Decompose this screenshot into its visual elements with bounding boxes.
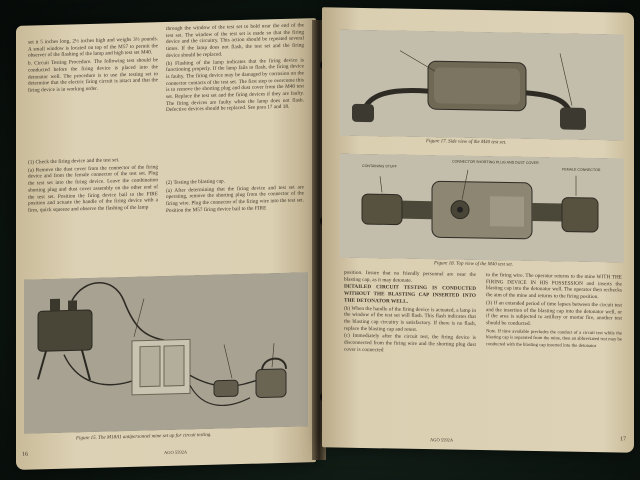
left-column-1-bottom [28, 156, 158, 271]
right-column-2 [486, 272, 622, 444]
mine-circuit-testing-photo [24, 272, 308, 433]
left-page-number: 16 [22, 451, 28, 458]
test-set-side-view-photo [340, 30, 624, 141]
left-col1b-para-1: (1) Check the firing device and the test set. [28, 157, 120, 166]
mine-setup-illustration [24, 272, 308, 433]
test-set-side-illustration [340, 30, 624, 141]
left-col2-para-1: through the window of the test set to hold near the end of the test set. The window of the test set is made so that the firing device and the circuitry. This action should be repeated several times. If the lamp does not flash, the test set and the firing device should be replaced. [166, 22, 304, 59]
left-column-1-top [28, 36, 158, 157]
right-col1-para-4: (c) Immediately after the circuit test, the firing device is disconnected from the firing wire and the shorting plug dust cover is connected [344, 332, 476, 354]
right-page-number: 17 [620, 436, 626, 443]
left-column-2-bottom [166, 176, 304, 268]
figure-18-label-3: FEMALE CONNECTOR [562, 167, 601, 173]
right-col2-para-1: to the firing wire. The operator returns to the mine WITH THE FIRING DEVICE IN HIS POSSESSION and inserts the blasting cap into the detonator well. The operator then rechecks the aim of the mine and returns to the firing position. [486, 272, 622, 301]
left-col2b-para-2: (a) After determining that the firing device and test set are operating, remove the shorting plug from the connector of the firing wire. Plug the connector of the firing wire into the test set. Position the M57 firing device bail to the FIRE [166, 184, 304, 214]
figure-17-caption: Figure 17. Side view of the M40 test set. [426, 139, 507, 146]
left-column-2-top [166, 22, 304, 176]
right-col1-warning: DETAILED CIRCUIT TESTING IS CONDUCTED WITHOUT THE BLASTING CAP INSERTED INTO THE DETONATOR WELL. [344, 284, 476, 305]
left-page-footer: AGO 5592A [164, 449, 188, 456]
left-col2-para-2: (b) Flashing of the lamp indicates that the firing device is functioning properly. If the lamp fails to flash, the firing device is faulty. The firing device may be damaged by corrosion on the connector contacts of the test set. The first step to overcome this is to remove the shorting plug and dust cover from the M40 test set. Replace the test set and the firing devices if they are faulty. The firing devices are faulty when the lamp does not flash. Defective devices should be replaced. See para 17 and 18. [166, 56, 304, 114]
left-col1-para-1: set it 5 inches long, 2½ inches high and weighs 3½ pounds. A small window is located on top of the M57 to permit the observer of the flashing of the lamp and high test set M40. [28, 36, 158, 60]
right-page-footer: AGO 5592A [430, 437, 454, 443]
left-col1-para-2: b. Circuit Testing Procedure. The following test should be conducted before the firing device is placed into the detonator well. The procedure is to use the testing set to determine that the electric firing circuit is intact and that the firing device is in working order. [28, 57, 158, 94]
left-col1b-para-2: (a) Remove the dust cover from the connector of the firing device and from the female connector of the test set. Plug the test set into the firing device. Leave the combination shorting plug and dust cover assembly on the other end of the test set. Position the firing device bail to the FIRE position and actuate the handle of the firing device with a firm, quick squeeze and observe the flashing of the lamp [28, 163, 158, 214]
test-set-top-view-photo [340, 154, 624, 263]
right-page [322, 7, 634, 452]
figure-18-caption: Figure 18. Top view of the M40 test set. [434, 261, 514, 268]
right-col2-para-2: (3) If an extended period of time lapses between the circuit test and the insertion of the blasting cap into the detonator well, or if the area is subjected to artillery or mortar fire, another test should be conducted. [486, 299, 622, 327]
figure-18-label-2: CONNECTOR SHORTING PLUG AND DUST COVER [452, 159, 539, 166]
right-column-1 [344, 270, 476, 442]
right-col1-para-1: position. Insure that no friendly personnel are near the blasting cap, as it may detonate. [344, 269, 476, 284]
figure-18-label-1: CONTAINING STUFF [362, 163, 397, 169]
left-page [16, 18, 316, 470]
left-col2b-para-1: (2) Testing the blasting cap. [166, 178, 226, 186]
right-col1-para-3: (b) When the handle of the firing device is actuated, a lamp in the window of the test set will flash. This flash indicates that the blasting cap circuitry is satisfactory. If there is no flash, replace the blasting cap and retest. [344, 305, 476, 333]
right-col2-note: Note. If time available precludes the conduct of a circuit test while the blasting cap is separated from the mine, then an abbreviated test may be conducted with the blasting cap inserted into the detonator [486, 327, 622, 349]
figure-15-caption: Figure 15. The M18A1 antipersonnel mine set up for circuit testing. [76, 432, 212, 442]
